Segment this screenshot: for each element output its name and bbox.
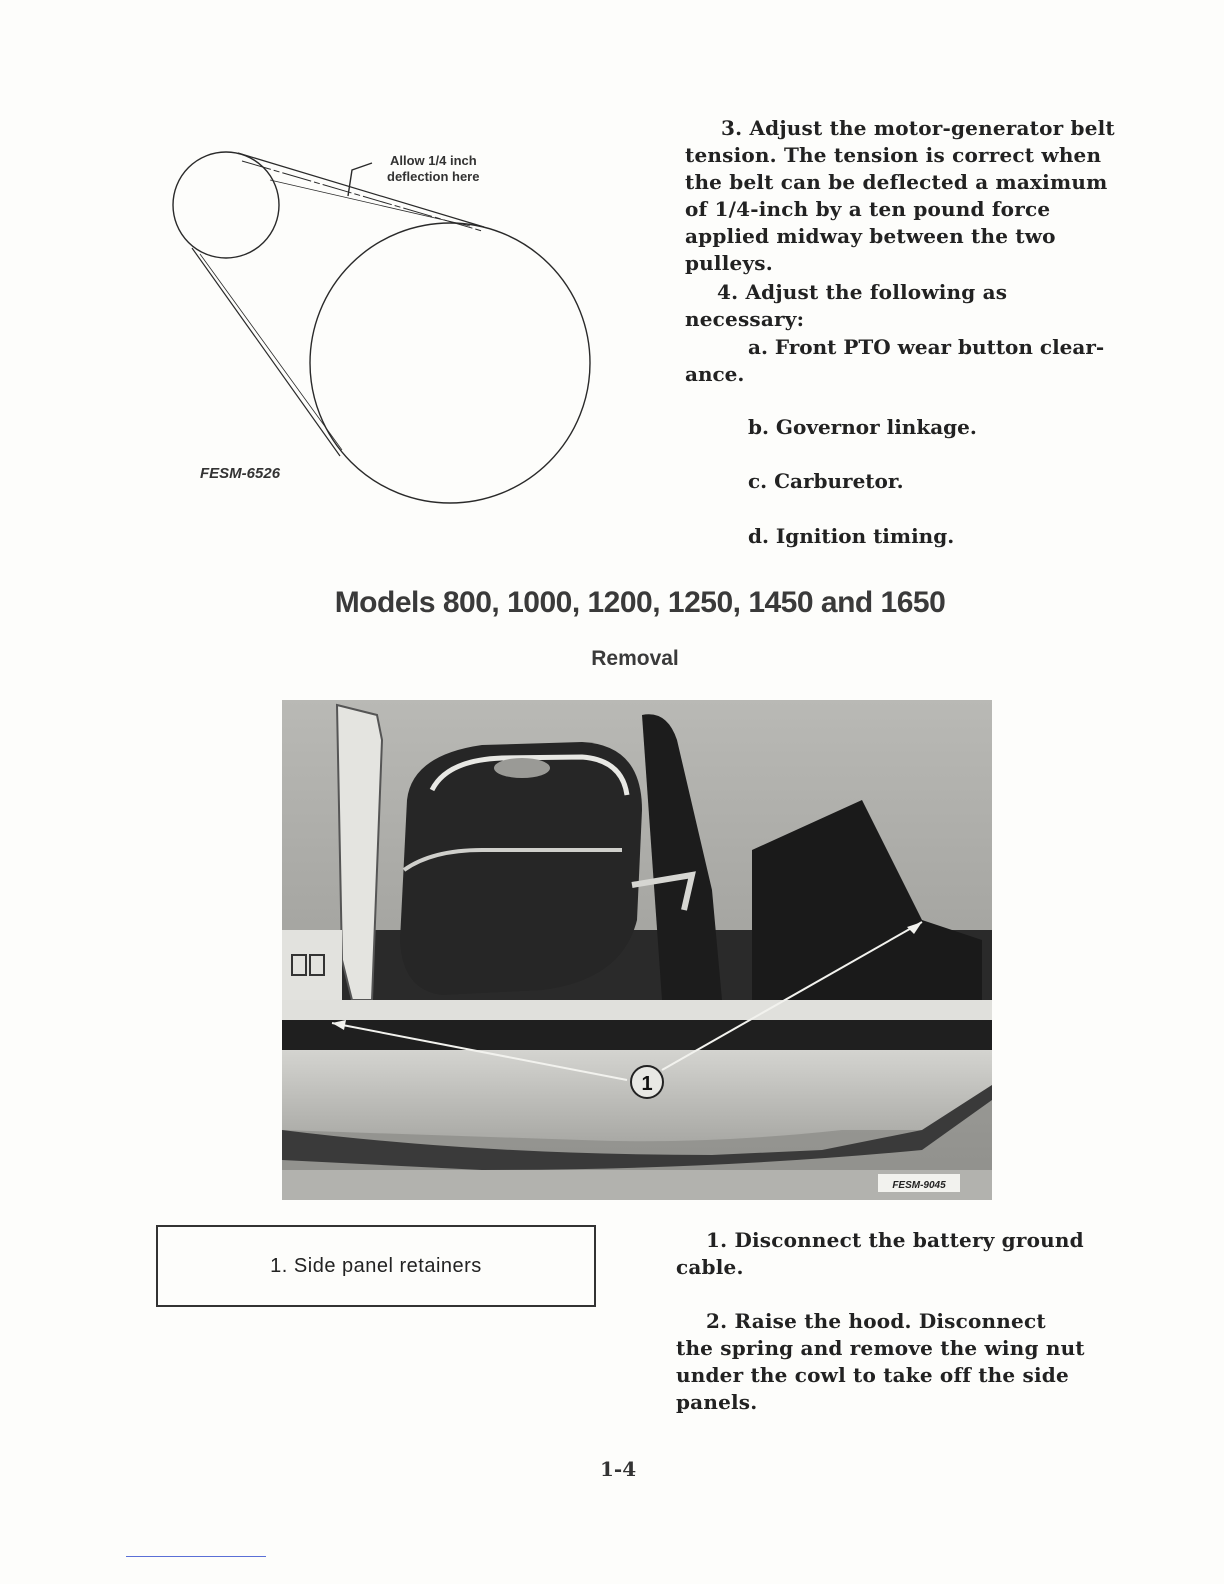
section-title: Models 800, 1000, 1200, 1250, 1450 and 1650	[334, 586, 946, 619]
tractor-side-panel-photo	[282, 700, 992, 1200]
step-3-paragraph: 3. Adjust the motor-generator belt tension. The tension is correct when the belt can be deflected a maximum of 1/4-inch by a ten pound force applied midway between the two pulleys.	[685, 116, 1115, 275]
figure-legend	[156, 1225, 596, 1307]
small-pulley	[173, 152, 279, 258]
figure-id: FESM-9045	[892, 1180, 946, 1191]
page-number: 1-4	[600, 1457, 637, 1481]
belt-pulley-diagram	[150, 140, 610, 520]
belt-bottom-run	[192, 248, 340, 456]
footer-rule	[126, 1556, 266, 1557]
large-pulley	[310, 223, 590, 503]
step-4d: d. Ignition timing.	[748, 524, 955, 548]
callout-line-2: deflection here	[387, 169, 480, 184]
step-4-paragraph: 4. Adjust the following as necessary:	[685, 280, 1008, 331]
section-subtitle: Removal	[591, 647, 679, 670]
legend-item: 1. Side panel retainers	[270, 1254, 482, 1277]
removal-step-1: 1. Disconnect the battery ground cable.	[676, 1228, 1084, 1279]
step-4b: b. Governor linkage.	[748, 415, 977, 439]
callout-number: 1	[641, 1073, 653, 1095]
callout-line-1: Allow 1/4 inch	[390, 153, 477, 168]
removal-step-2: 2. Raise the hood. Disconnect the spring and remove the wing nut under the cowl to take off the side panels.	[676, 1309, 1085, 1414]
step-4a: a. Front PTO wear button clear- ance.	[685, 335, 1105, 386]
step-4c: c. Carburetor.	[748, 469, 904, 493]
callout-leader	[348, 163, 372, 196]
figure-id: FESM-6526	[200, 465, 281, 482]
